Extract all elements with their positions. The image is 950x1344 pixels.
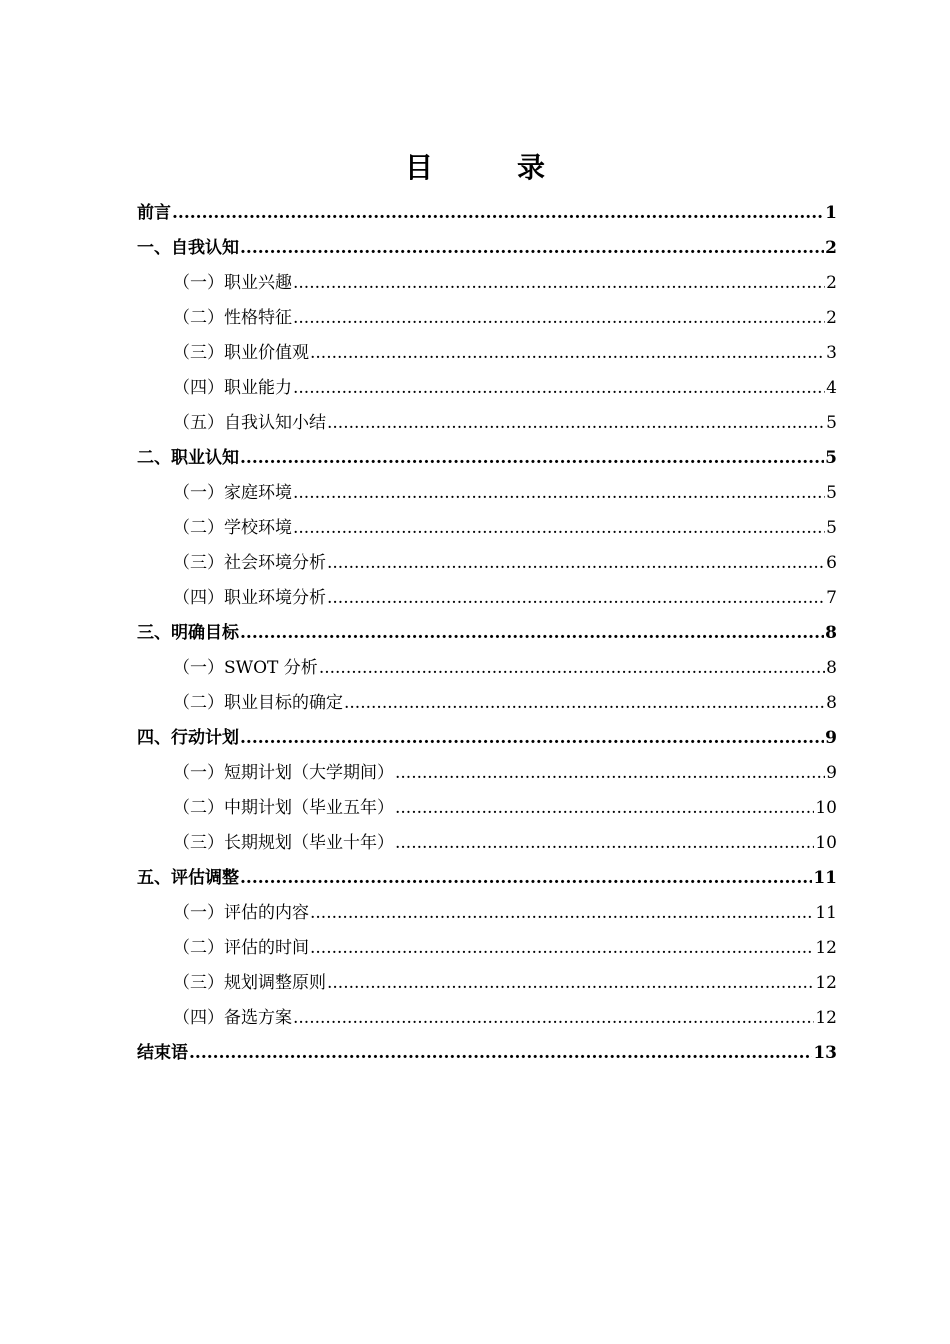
toc-entry-label: （三）社会环境分析 [173,553,326,573]
toc-entry-label: （二）学校环境 [173,518,292,538]
toc-entry-label: 三、明确目标 [137,623,239,643]
toc-entry[interactable] [137,791,837,826]
toc-leader-dots [240,721,824,756]
toc-entry-label: 一、自我认知 [137,238,239,258]
toc-entry-label: （一）评估的内容 [173,903,309,923]
toc-entry-label: 五、评估调整 [137,868,239,888]
toc-entry-page: 13 [813,1043,837,1063]
toc-entry-label: （四）职业能力 [173,378,292,398]
toc-leader-dots [327,546,825,581]
toc-entry-label: 四、行动计划 [137,728,239,748]
toc-entry[interactable] [137,1001,837,1036]
toc-entry-page: 9 [825,728,837,748]
toc-entry-label: （三）职业价值观 [173,343,309,363]
toc-entry-page: 12 [815,1008,837,1028]
toc-leader-dots [293,1001,814,1036]
toc-entry-page: 12 [815,973,837,993]
toc-entry-page: 3 [826,343,837,363]
toc-entry-label: 二、职业认知 [137,448,239,468]
toc-leader-dots [240,231,824,266]
toc-entry[interactable] [137,476,837,511]
toc-entry[interactable] [137,616,837,651]
toc-leader-dots [189,1036,812,1071]
toc-entry-page: 4 [826,378,837,398]
toc-leader-dots [293,371,825,406]
toc-entry[interactable] [137,441,837,476]
toc-entry-label: （四）备选方案 [173,1008,292,1028]
toc-entry-page: 5 [825,448,837,468]
toc-leader-dots [395,756,825,791]
toc-entry[interactable] [137,336,837,371]
toc-entry-page: 12 [815,938,837,958]
toc-entry[interactable] [137,581,837,616]
toc-entry[interactable] [137,301,837,336]
toc-leader-dots [293,511,825,546]
toc-entry-label: 前言 [137,203,171,223]
toc-leader-dots [293,301,825,336]
toc-entry[interactable] [137,1036,837,1071]
toc-entry-label: （一）SWOT 分析 [173,658,318,678]
toc-leader-dots [293,266,825,301]
toc-entry-page: 8 [826,658,837,678]
toc-entry[interactable] [137,231,837,266]
toc-leader-dots [344,686,825,721]
toc-leader-dots [395,826,814,861]
toc-entry[interactable] [137,861,837,896]
toc-entry[interactable] [137,406,837,441]
toc-entry-label: （一）家庭环境 [173,483,292,503]
toc-title: 目 录 [404,151,573,184]
toc-entry[interactable] [137,546,837,581]
toc-entry[interactable] [137,826,837,861]
toc-entry[interactable] [137,931,837,966]
toc-entry-label: （二）评估的时间 [173,938,309,958]
toc-entry[interactable] [137,966,837,1001]
toc-entry-page: 8 [826,693,837,713]
toc-leader-dots [395,791,814,826]
toc-entry[interactable] [137,371,837,406]
toc-entry[interactable] [137,651,837,686]
toc-entry-page: 2 [825,238,837,258]
toc-entry[interactable] [137,686,837,721]
toc-leader-dots [319,651,825,686]
toc-leader-dots [172,196,824,231]
toc-entry-page: 2 [826,308,837,328]
toc-entry-page: 11 [815,903,837,923]
toc-entry-page: 5 [826,413,837,433]
toc-entry-label: （二）中期计划（毕业五年） [173,798,394,818]
toc-leader-dots [240,861,812,896]
toc-entry-page: 10 [815,798,837,818]
toc-entry-page: 6 [826,553,837,573]
toc-entry-page: 1 [825,203,837,223]
toc-entry-page: 5 [826,518,837,538]
toc-entry-page: 2 [826,273,837,293]
toc-entry-page: 5 [826,483,837,503]
toc-entry[interactable] [137,511,837,546]
toc-entry-label: （一）短期计划（大学期间） [173,763,394,783]
toc-entry-label: （三）规划调整原则 [173,973,326,993]
toc-entry[interactable] [137,196,837,231]
toc-leader-dots [293,476,825,511]
toc-leader-dots [327,581,825,616]
toc-entry-page: 9 [826,763,837,783]
toc-leader-dots [327,966,814,1001]
toc-entry[interactable] [137,721,837,756]
toc-entry-page: 10 [815,833,837,853]
toc-leader-dots [310,931,814,966]
toc-entry-label: （五）自我认知小结 [173,413,326,433]
toc-entry[interactable] [137,266,837,301]
toc-entry-label: （三）长期规划（毕业十年） [173,833,394,853]
toc-leader-dots [310,896,814,931]
toc-entry-label: （四）职业环境分析 [173,588,326,608]
table-of-contents [137,196,837,1071]
toc-entry[interactable] [137,756,837,791]
toc-leader-dots [327,406,825,441]
toc-leader-dots [240,616,824,651]
toc-entry-label: （一）职业兴趣 [173,273,292,293]
toc-leader-dots [310,336,825,371]
toc-entry-page: 11 [813,868,837,888]
toc-entry-label: （二）性格特征 [173,308,292,328]
toc-entry-label: （二）职业目标的确定 [173,693,343,713]
toc-entry-page: 7 [826,588,837,608]
toc-entry-label: 结束语 [137,1043,188,1063]
toc-entry[interactable] [137,896,837,931]
toc-leader-dots [240,441,824,476]
toc-entry-page: 8 [825,623,837,643]
